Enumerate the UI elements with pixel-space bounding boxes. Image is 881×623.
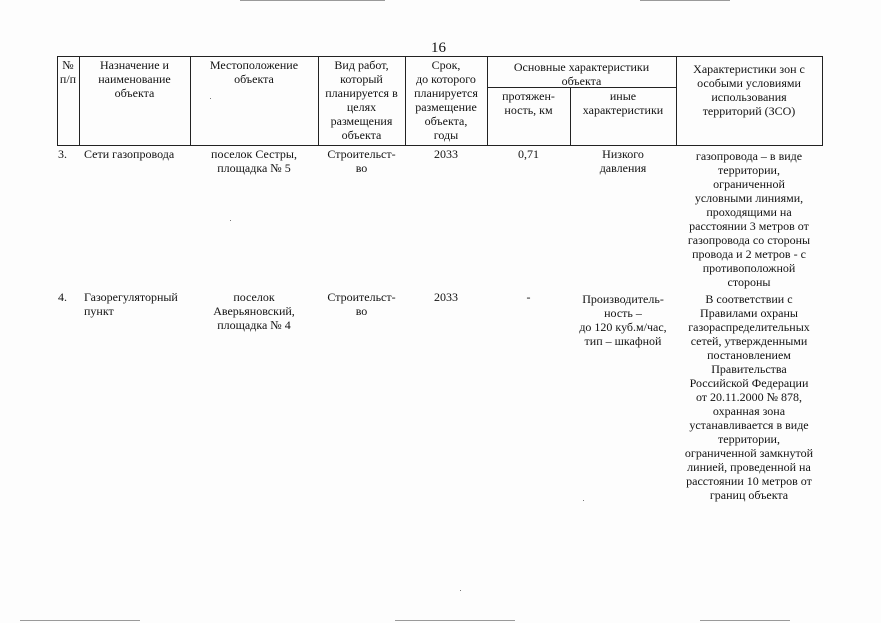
row-3-location: поселок Сестры, площадка № 5 — [211, 147, 297, 175]
row-3-name: Сети газопровода — [84, 147, 175, 161]
row-4-name: Газорегуляторный пункт — [84, 290, 178, 318]
table-top-border — [57, 56, 823, 57]
header-main-characteristics: Основные характеристики объекта — [513, 60, 650, 88]
row-4-term: 2033 — [434, 290, 458, 304]
page-number: 16 — [431, 40, 446, 56]
row-3-length: 0,71 — [518, 147, 539, 161]
table-header-bottom-border — [57, 145, 823, 146]
row-3-num: 3. — [58, 147, 67, 161]
scan-speck — [230, 220, 231, 221]
row-4-num: 4. — [58, 290, 67, 304]
header-location: Местоположение объекта — [209, 58, 299, 86]
scan-artifact-bottom-mid — [395, 620, 515, 621]
row-3-other: Низкого давления — [599, 147, 647, 175]
header-name: Назначение и наименование объекта — [98, 58, 171, 100]
header-num: № п/п — [59, 58, 77, 86]
header-length: протяжен- ность, км — [502, 89, 555, 117]
scan-speck — [210, 98, 211, 99]
scan-speck — [460, 590, 461, 591]
row-4-length: - — [526, 290, 531, 304]
row-3-zone: газопровода – в виде территории, ограниченной условными линиями, проходящими на расстоянии 3 метров от газопровода со стороны провода и 2 метров - с противоположной стороны — [687, 149, 811, 289]
scan-artifact-top — [240, 0, 385, 1]
row-4-other: Производитель- ность – до 120 куб.м/час, тип – шкафной — [579, 292, 667, 348]
row-4-zone: В соответствии с Правилами охраны газораспределительных сетей, утвержденными постановлением Правительства Российской Федерации от 20.11.2000 № 878, охранная зона устанавливается в виде территории, ограниченной замкнутой линией, проведенной на расстоянии 10 метров от границ объекта — [684, 292, 814, 502]
header-term: Срок, до которого планируется размещение объекта, годы — [414, 58, 478, 142]
row-4-work-type: Строительст- во — [327, 290, 396, 318]
row-3-term: 2033 — [434, 147, 458, 161]
row-4-location: поселок Аверьяновский, площадка № 4 — [213, 290, 295, 332]
row-3-work-type: Строительст- во — [327, 147, 396, 175]
scan-artifact-top-right — [640, 0, 730, 1]
scan-speck — [583, 500, 584, 501]
header-work-type: Вид работ, который планируется в целях размещения объекта — [325, 58, 398, 142]
scan-artifact-bottom-right — [700, 620, 790, 621]
header-zones: Характеристики зон с особыми условиями использования территорий (ЗСО) — [693, 62, 805, 118]
scan-artifact-bottom — [20, 620, 140, 621]
table-col-border — [822, 56, 823, 146]
header-other-characteristics: иные характеристики — [582, 89, 664, 117]
